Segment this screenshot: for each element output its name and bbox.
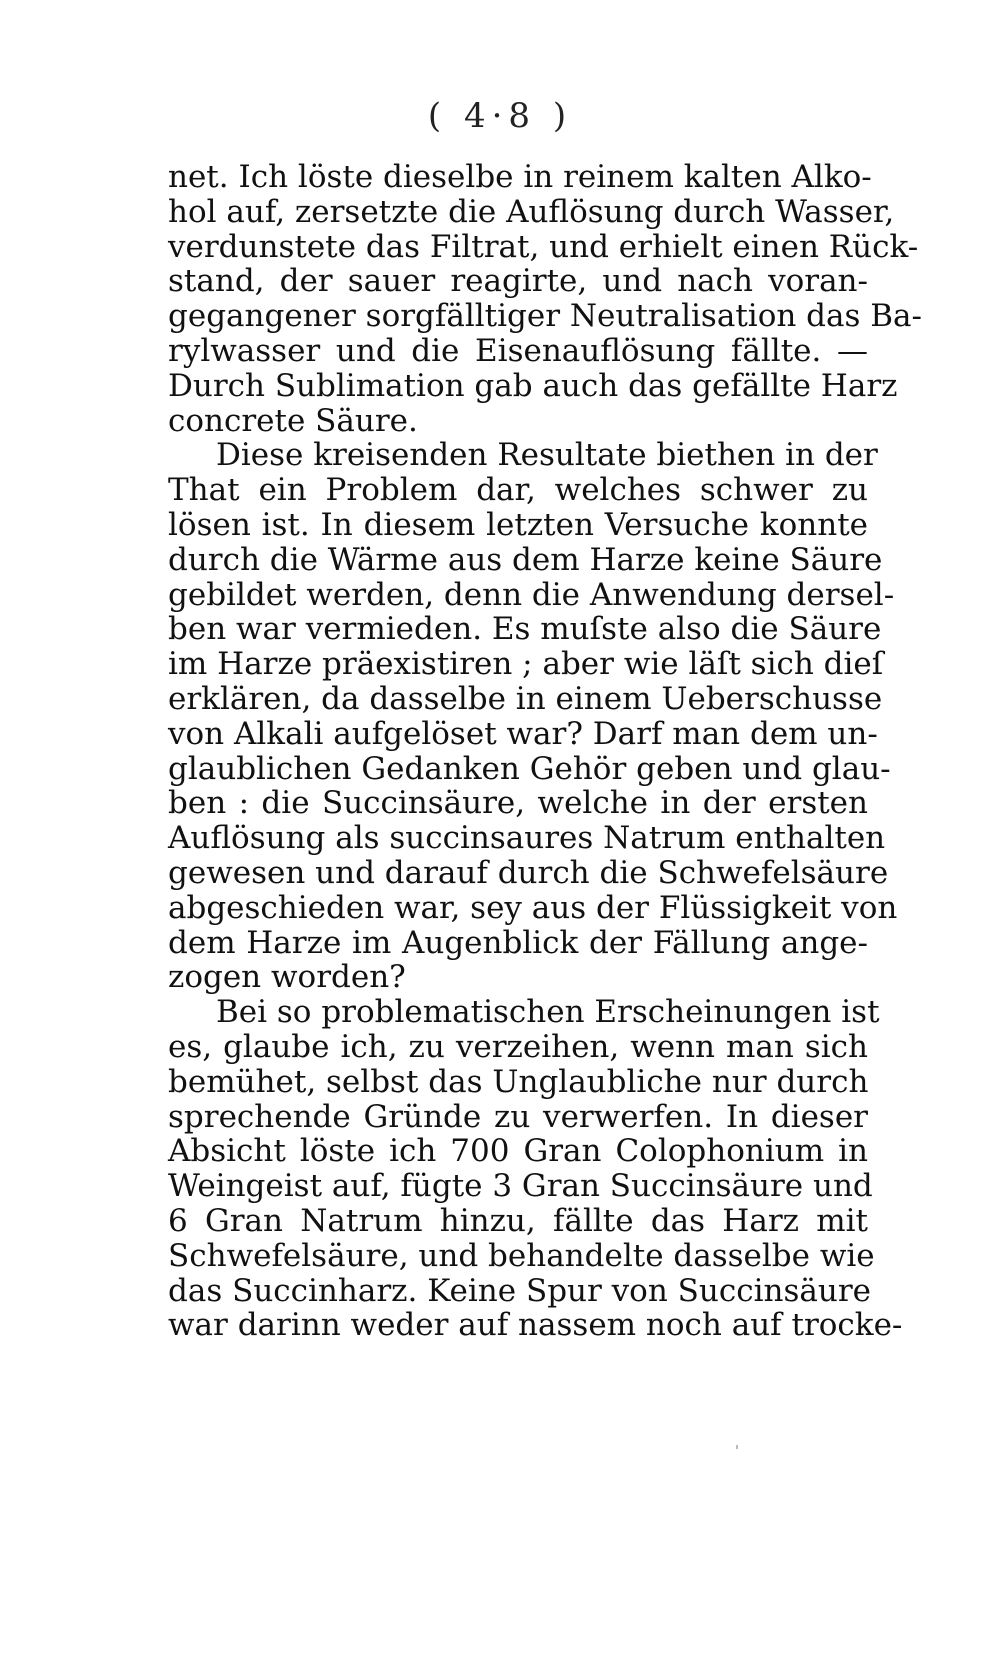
text-line: das Succinharz. Keine Spur von Succinsäure (168, 1272, 871, 1309)
body-text (168, 159, 923, 1344)
text-line: zogen worden? (168, 959, 406, 996)
text-line: verdunstete das Filtrat, und erhielt einen Rück- (168, 228, 919, 265)
text-line: lösen ist. In diesem letzten Versuche konnte (168, 506, 868, 543)
text-line: stand, der sauer reagirte, und nach voran- (168, 263, 868, 300)
text-line: That ein Problem dar, welches schwer zu (168, 472, 868, 509)
text-line: Auflösung als succinsaures Natrum enthalten (168, 820, 886, 857)
text-line: bemühet, selbst das Unglaubliche nur durch (168, 1063, 869, 1100)
text-line: concrete Säure. (168, 402, 418, 439)
text-line: gewesen und darauf durch die Schwefelsäure (168, 854, 889, 891)
text-line: von Alkali aufgelöset war? Darf man dem un- (168, 715, 878, 752)
text-line: abgeschieden war, sey aus der Flüssigkeit von (168, 889, 898, 926)
scan-speck (736, 1445, 738, 1449)
text-line: gegangener sorgfälltiger Neutralisation das Ba- (168, 298, 923, 335)
text-line: gebildet werden, denn die Anwendung dersel- (168, 576, 895, 613)
text-line: Absicht löste ich 700 Gran Colophonium in (168, 1133, 868, 1170)
text-line: Weingeist auf, fügte 3 Gran Succinsäure und (168, 1168, 873, 1205)
text-line: net. Ich löste dieselbe in reinem kalten Alko- (168, 159, 872, 195)
text-line: ben war vermieden. Es muſste also die Säure (168, 611, 882, 648)
page-number: ( 4·8 ) (427, 96, 573, 136)
text-line: glaublichen Gedanken Gehör geben und glau- (168, 750, 891, 787)
text-line: ben : die Succinsäure, welche in der ersten (168, 785, 868, 822)
text-line: sprechende Gründe zu verwerfen. In dieser (168, 1098, 868, 1135)
text-line: durch die Wärme aus dem Harze keine Säure (168, 541, 883, 578)
text-line: Durch Sublimation gab auch das gefällte Harz (168, 367, 898, 404)
text-line: es, glaube ich, zu verzeihen, wenn man sich (168, 1028, 868, 1065)
text-line: dem Harze im Augenblick der Fällung ange- (168, 924, 868, 961)
paragraph-first-line: Diese kreisenden Resultate biethen in der (216, 437, 878, 474)
text-line: Schwefelsäure, und behandelte dasselbe wie (168, 1237, 875, 1274)
text-line: im Harze präexistiren ; aber wie läſt sich dieſ (168, 646, 884, 683)
text-line: war darinn weder auf nassem noch auf trocke- (168, 1307, 903, 1344)
paragraph-first-line: Bei so problematischen Erscheinungen ist (216, 994, 880, 1031)
text-line: rylwasser und die Eisenauflösung fällte. — (168, 332, 868, 369)
text-line: erklären, da dasselbe in einem Ueberschusse (168, 680, 883, 717)
text-line: hol auf, zersetzte die Auflösung durch Wasser, (168, 193, 895, 230)
text-line: 6 Gran Natrum hinzu, fällte das Harz mit (168, 1202, 868, 1239)
